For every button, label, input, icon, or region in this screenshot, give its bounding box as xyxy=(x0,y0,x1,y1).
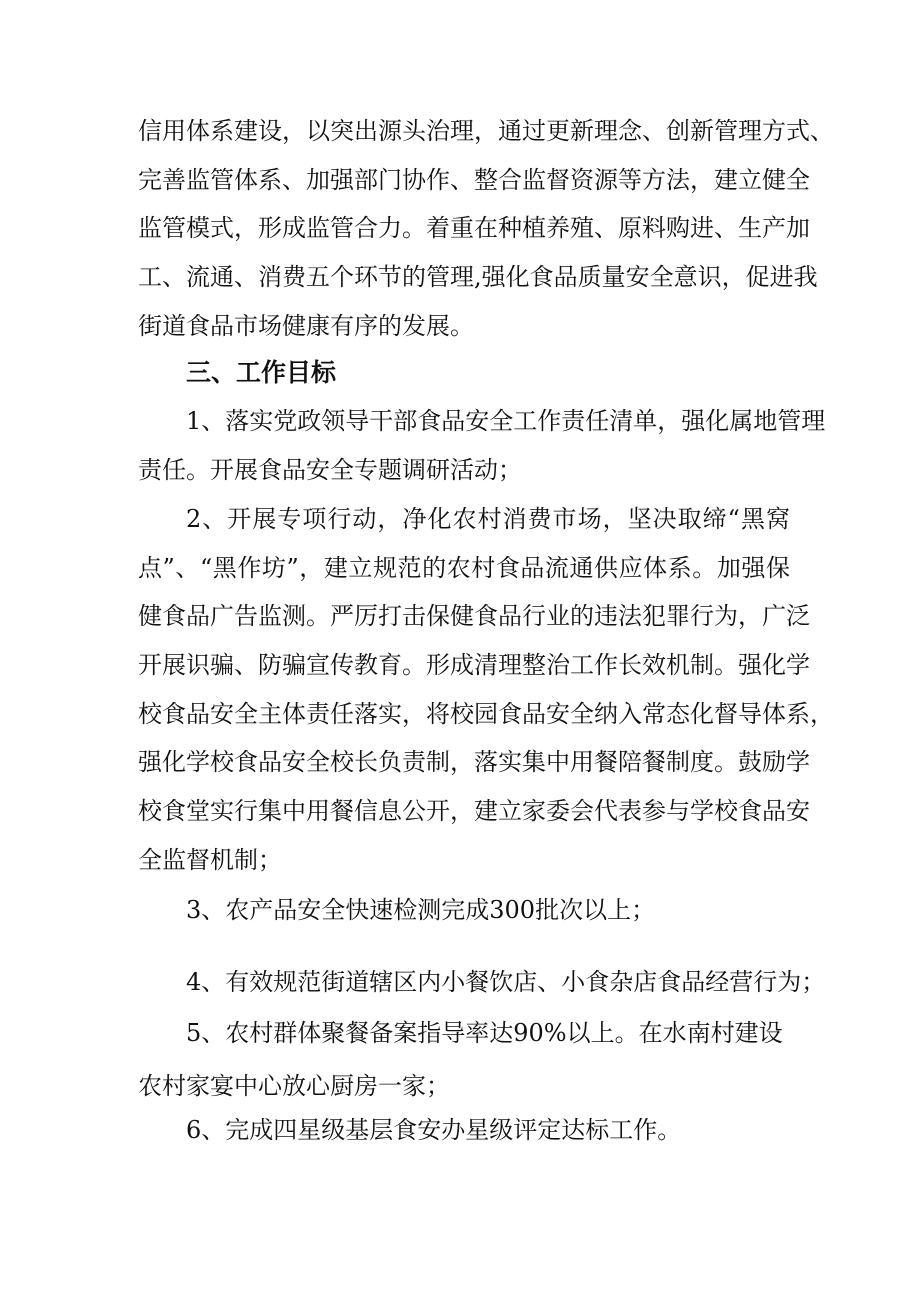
list-item-line: 1、落实党政领导干部食品安全工作责任清单，强化属地管理 xyxy=(186,407,826,435)
intro-line: 信用体系建设，以突出源头治理，通过更新理念、创新管理方式、 xyxy=(138,117,834,145)
section-heading: 三、工作目标 xyxy=(186,358,337,387)
list-item-line: 2、开展专项行动，净化农村消费市场，坚决取缔“黑窝 xyxy=(186,505,790,533)
list-item-line: 农村家宴中心放心厨房一家； xyxy=(138,1072,450,1100)
list-item-line: 强化学校食品安全校长负责制，落实集中用餐陪餐制度。鼓励学 xyxy=(138,748,810,776)
list-item-line: 5、农村群体聚餐备案指导率达90%以上。在水南村建设 xyxy=(186,1019,783,1047)
list-item-line: 校食品安全主体责任落实，将校园食品安全纳入常态化督导体系， xyxy=(138,700,834,728)
intro-line: 完善监管体系、加强部门协作、整合监督资源等方法，建立健全 xyxy=(138,166,810,194)
intro-line: 街道食品市场健康有序的发展。 xyxy=(138,312,474,340)
list-item-line: 校食堂实行集中用餐信息公开，建立家委会代表参与学校食品安 xyxy=(138,797,810,825)
list-item-line: 4、有效规范街道辖区内小餐饮店、小食杂店食品经营行为； xyxy=(186,968,826,996)
list-item-line: 点”、“黑作坊”，建立规范的农村食品流通供应体系。加强保 xyxy=(138,554,790,582)
list-item-line: 6、完成四星级基层食安办星级评定达标工作。 xyxy=(186,1116,682,1144)
list-item-line: 3、农产品安全快速检测完成300批次以上； xyxy=(186,896,656,924)
list-item-line: 全监督机制； xyxy=(138,846,282,874)
intro-line: 监管模式，形成监管合力。着重在种植养殖、原料购进、生产加 xyxy=(138,214,810,242)
list-item-line: 健食品广告监测。严厉打击保健食品行业的违法犯罪行为，广泛 xyxy=(138,602,810,630)
intro-line: 工、流通、消费五个环节的管理,强化食品质量安全意识，促进我 xyxy=(138,263,818,291)
list-item-line: 开展识骗、防骗宣传教育。形成清理整治工作长效机制。强化学 xyxy=(138,651,810,679)
list-item-line: 责任。开展食品安全专题调研活动； xyxy=(138,456,522,484)
